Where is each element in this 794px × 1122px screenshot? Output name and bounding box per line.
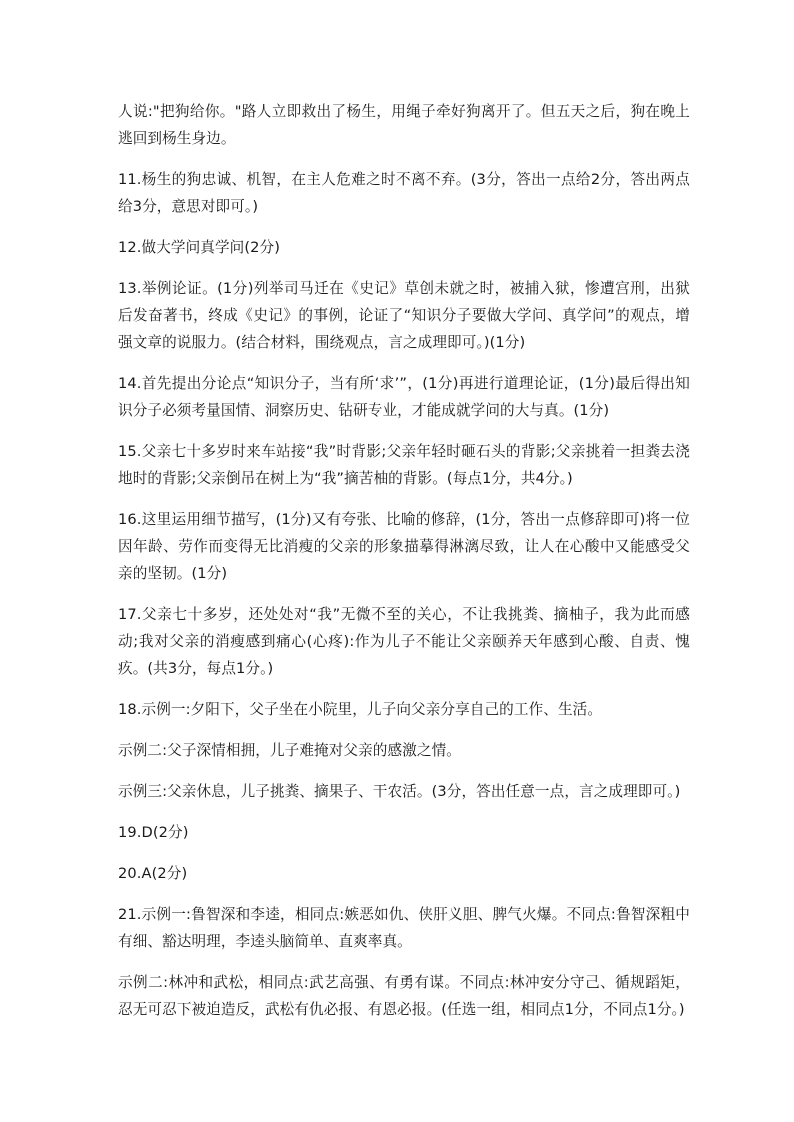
answer-text-body <box>118 98 690 1037</box>
answer-19: 19.D(2分) <box>118 824 189 841</box>
answer-15: 15.父亲七十多岁时来车站接“我”时背影;父亲年轻时砸石头的背影;父亲挑着一担粪去浇地时的背影;父亲倒吊在树上为“我”摘苦柚的背影。(每点1分，共4分。) <box>118 443 690 487</box>
answer-13: 13.举例论证。(1分)列举司马迁在《史记》草创未就之时，被捕入狱，惨遭宫刑，出狱后发奋著书，终成《史记》的事例，论证了“知识分子要做大学问、真学问”的观点，增强文章的说服力。(结合材料，围绕观点，言之成理即可。)(1分) <box>118 280 690 351</box>
answer-14: 14.首先提出分论点“知识分子，当有所‘求’”，(1分)再进行道理论证，(1分)最后得出知识分子必须考量国情、洞察历史、钻研专业，才能成就学问的大与真。(1分) <box>118 375 690 419</box>
answer-21-example-1: 21.示例一:鲁智深和李逵，相同点:嫉恶如仇、侠肝义胆、脾气火爆。不同点:鲁智深粗中有细、豁达明理，李逵头脑简单、直爽率真。 <box>118 906 690 950</box>
answer-21-example-2: 示例二:林冲和武松，相同点:武艺高强、有勇有谋。不同点:林冲安分守己、循规蹈矩，忍无可忍下被迫造反，武松有仇必报、有恩必报。(任选一组，相同点1分，不同点1分。) <box>118 974 690 1018</box>
answer-11: 11.杨生的狗忠诚、机智，在主人危难之时不离不弃。(3分，答出一点给2分，答出两点给3分，意思对即可。) <box>118 171 690 215</box>
answer-12: 12.做大学问真学问(2分) <box>118 239 281 256</box>
answer-18-example-2: 示例二:父子深情相拥，儿子难掩对父亲的感激之情。 <box>118 742 461 759</box>
answer-18-example-3: 示例三:父亲休息，儿子挑粪、摘果子、干农活。(3分，答出任意一点，言之成理即可。) <box>118 783 681 800</box>
answer-17: 17.父亲七十多岁，还处处对“我”无微不至的关心，不让我挑粪、摘柚子，我为此而感动;我对父亲的消瘦感到痛心(心疼):作为儿子不能让父亲颐养天年感到心酸、自责、愧疚。(共3分，每点1分。) <box>118 606 690 677</box>
paragraph-story-ending: 人说:"把狗给你。"路人立即救出了杨生，用绳子牵好狗离开了。但五天之后，狗在晚上逃回到杨生身边。 <box>118 103 690 147</box>
answer-16: 16.这里运用细节描写，(1分)又有夸张、比喻的修辞，(1分，答出一点修辞即可)将一位因年龄、劳作而变得无比消瘦的父亲的形象描摹得淋漓尽致，让人在心酸中又能感受父亲的坚韧。(1分) <box>118 511 690 582</box>
answer-18-example-1: 18.示例一:夕阳下，父子坐在小院里，儿子向父亲分享自己的工作、生活。 <box>118 701 603 718</box>
answer-20: 20.A(2分) <box>118 865 188 882</box>
